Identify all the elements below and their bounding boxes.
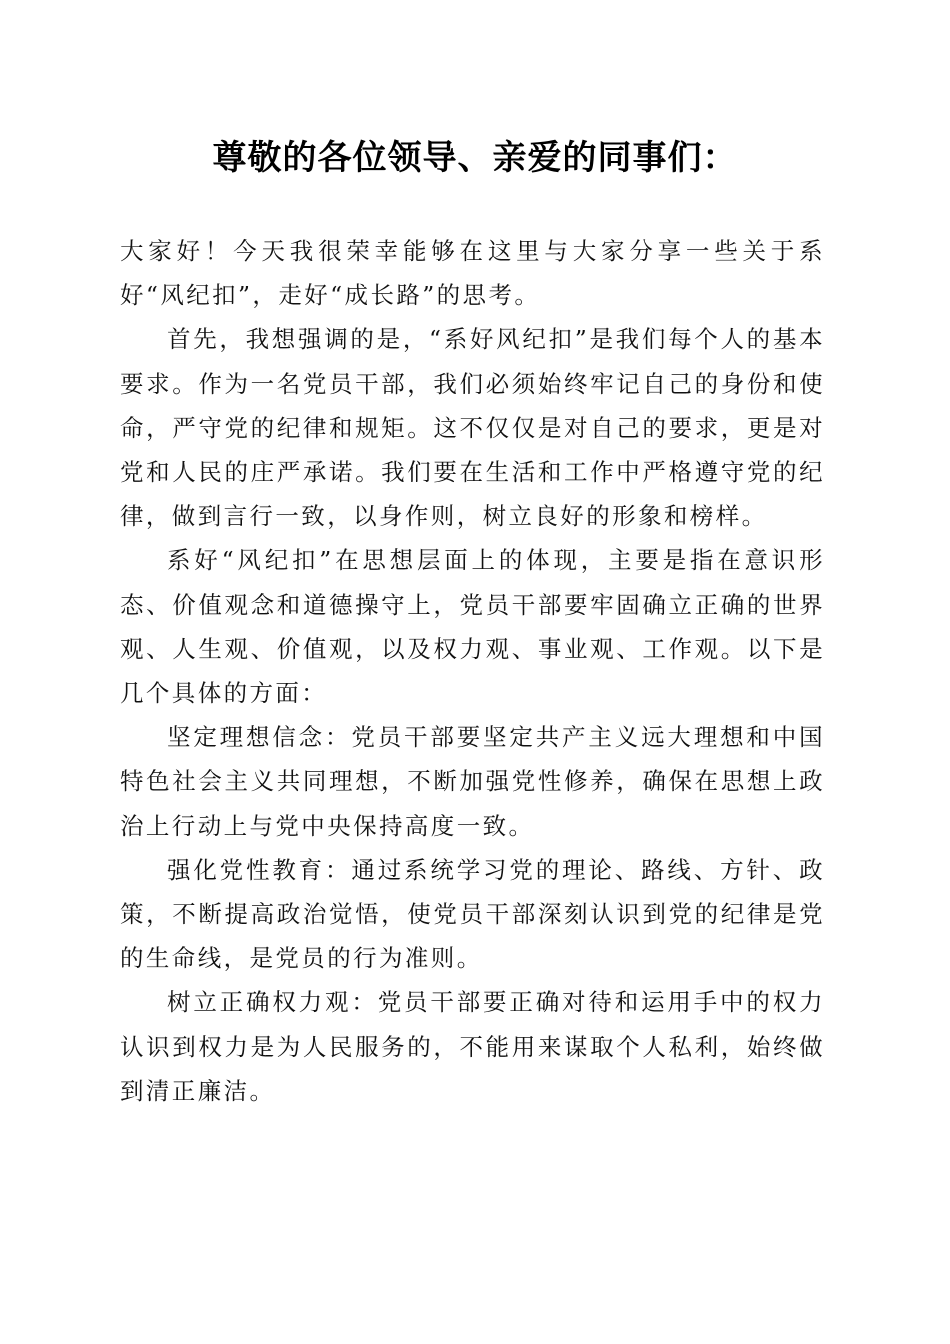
document-body <box>120 229 825 1113</box>
paragraph-view-of-power: 树立正确权力观：党员干部要正确对待和运用手中的权力认识到权力是为人民服务的，不能用来谋取个人私利，始终做到清正廉洁。 <box>120 988 825 1105</box>
paragraph-party-education: 强化党性教育：通过系统学习党的理论、路线、方针、政策，不断提高政治觉悟，使党员干部深刻认识到党的纪律是党的生命线，是党员的行为准则。 <box>120 855 825 973</box>
paragraph-firm-ideals: 坚定理想信念：党员干部要坚定共产主义远大理想和中国特色社会主义共同理想，不断加强党性修养，确保在思想上政治上行动上与党中央保持高度一致。 <box>120 723 825 840</box>
paragraph-greeting: 大家好！今天我很荣幸能够在这里与大家分享一些关于系好“风纪扣”，走好“成长路”的思考。 <box>120 237 825 310</box>
document-title: 尊敬的各位领导、亲爱的同事们： <box>212 138 738 178</box>
paragraph-basic-requirement: 首先，我想强调的是，“系好风纪扣”是我们每个人的基本要求。作为一名党员干部，我们必须始终牢记自己的身份和使命，严守党的纪律和规矩。这不仅仅是对自己的要求，更是对党和人民的庄严承诺。我们要在生活和工作中严格遵守党的纪律，做到言行一致，以身作则，树立良好的形象和榜样。 <box>120 325 825 531</box>
paragraph-ideological-level: 系好“风纪扣”在思想层面上的体现，主要是指在意识形态、价值观念和道德操守上，党员干部要牢固确立正确的世界观、人生观、价值观，以及权力观、事业观、工作观。以下是几个具体的方面： <box>120 546 825 708</box>
